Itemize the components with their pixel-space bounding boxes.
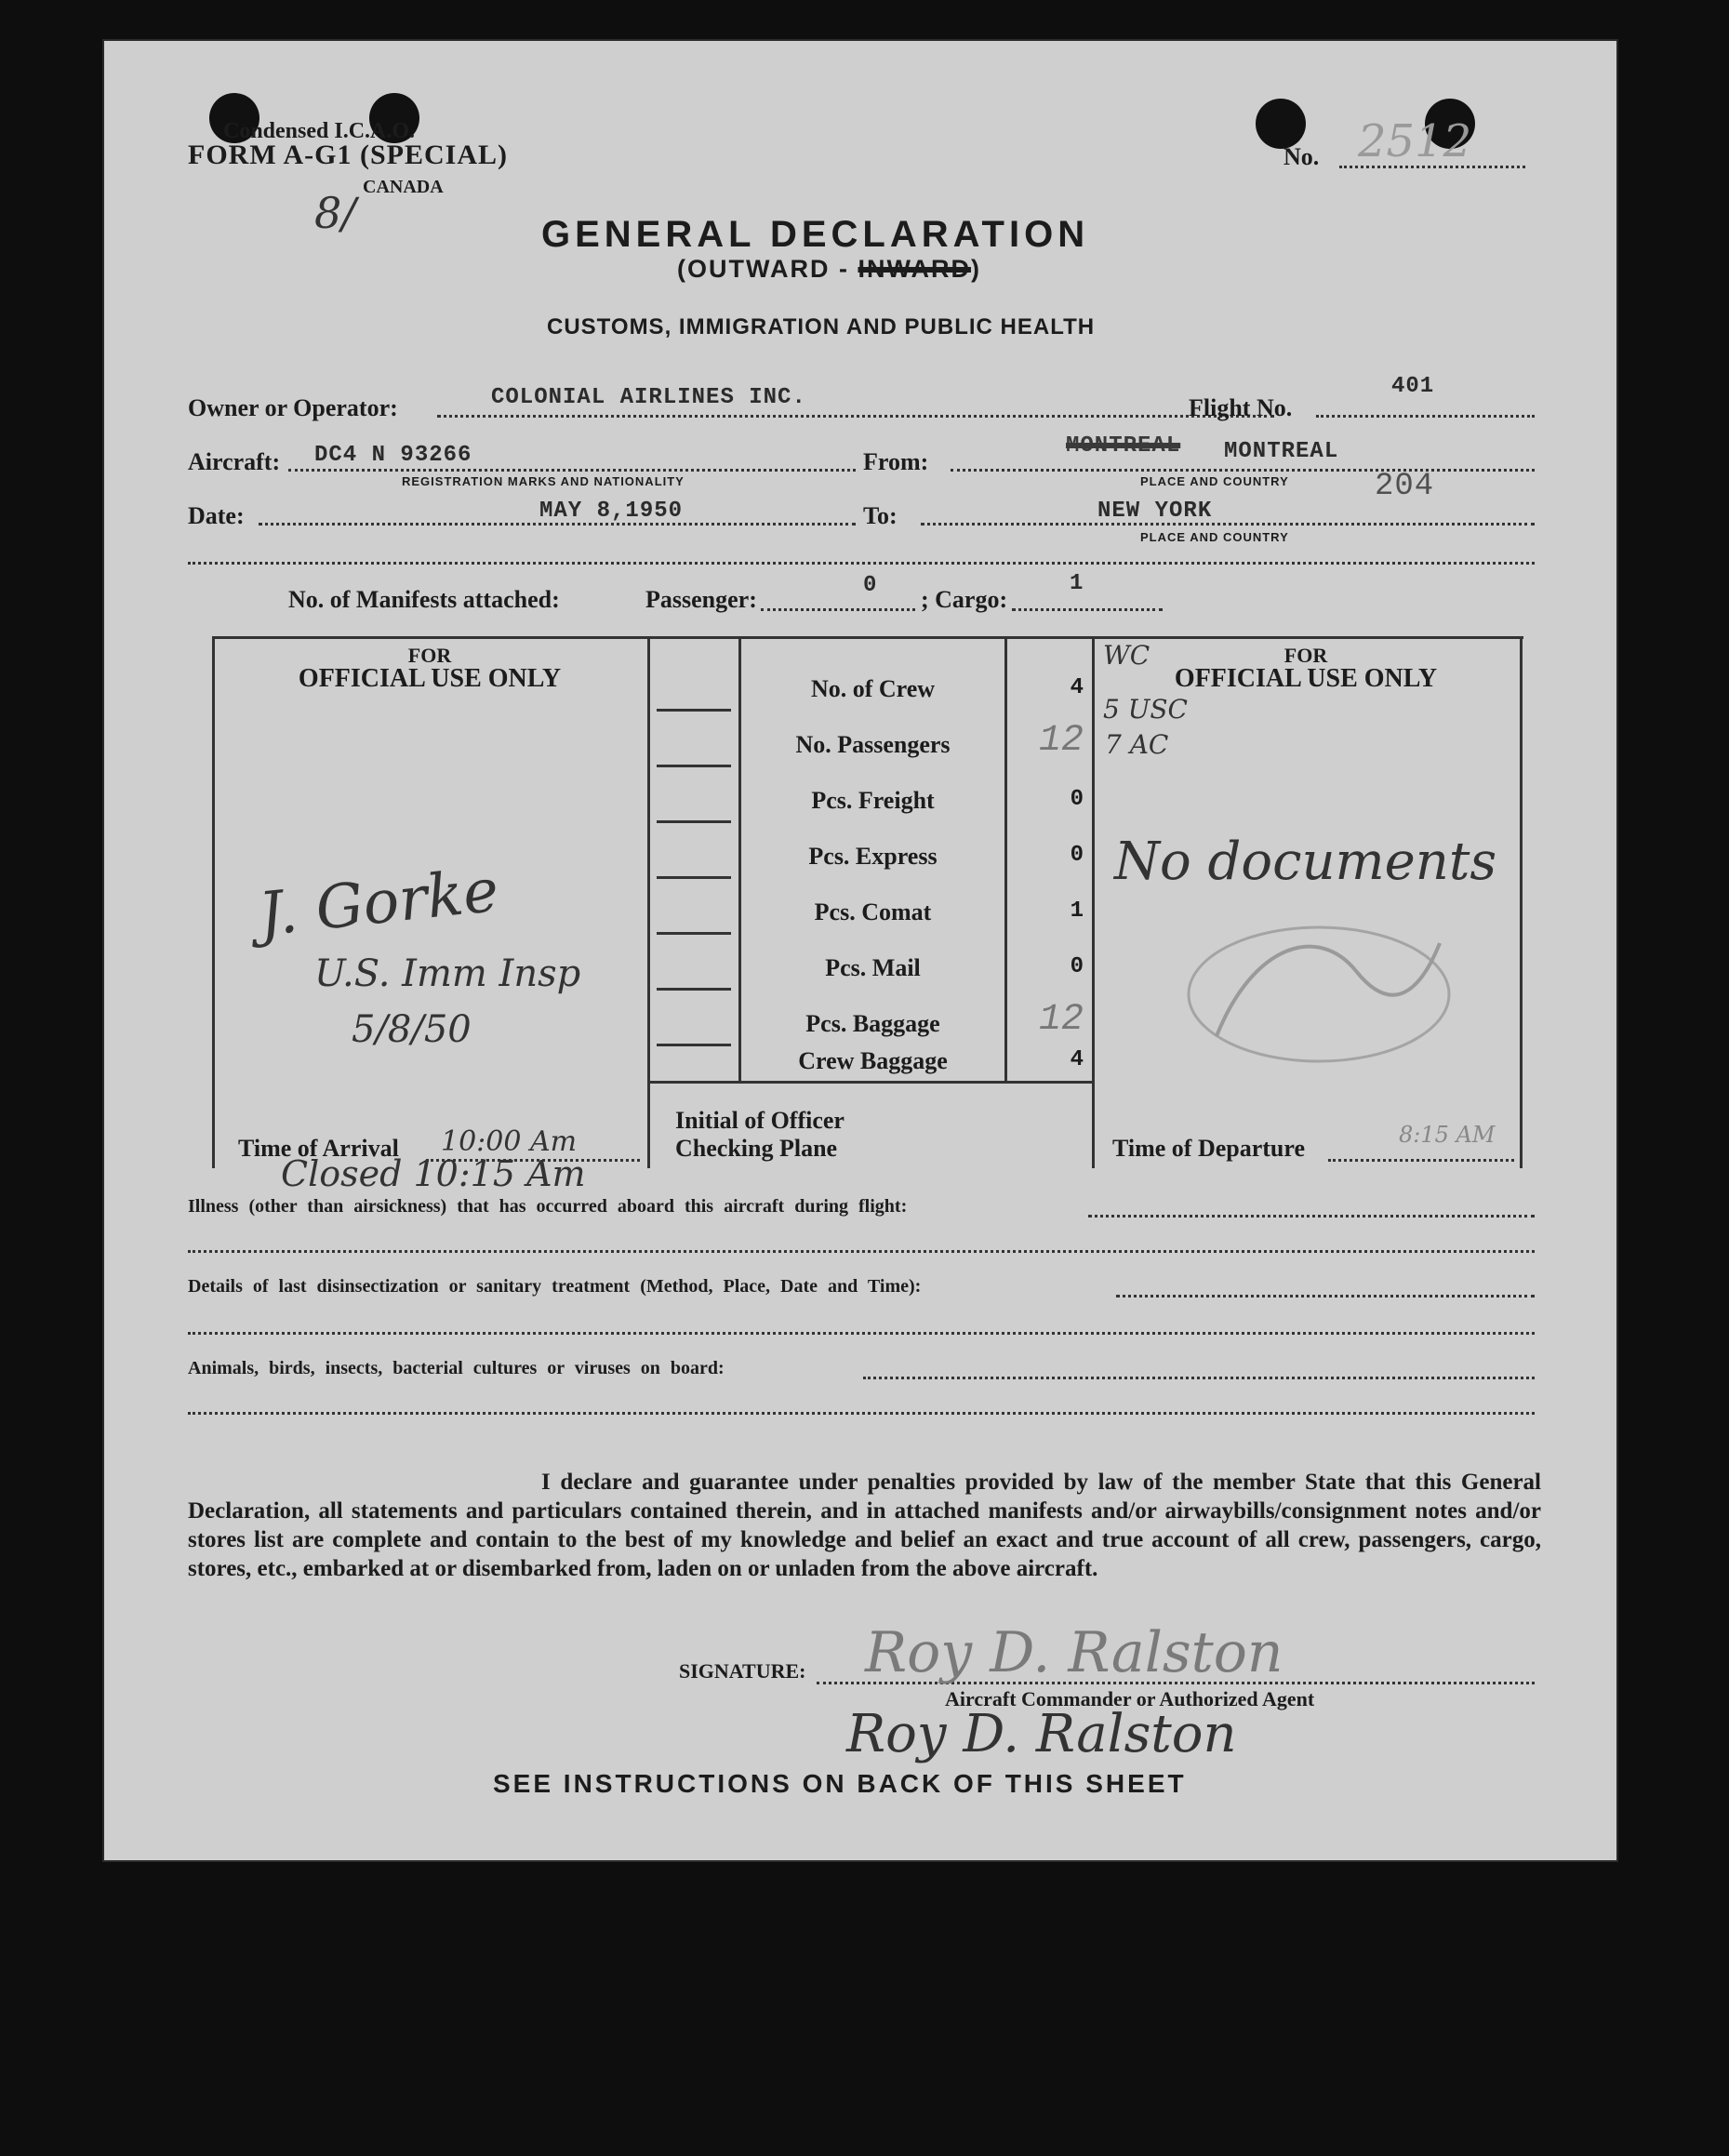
row-label: Crew Baggage (798, 1047, 948, 1074)
date-value: MAY 8,1950 (539, 499, 684, 524)
no-value: 2512 (1358, 115, 1472, 167)
condensed-label: Condensed I.C.A.O. (223, 119, 416, 143)
row-express (647, 828, 1092, 884)
row-value: 0 (1070, 954, 1084, 979)
table-divider-right (1092, 636, 1095, 1168)
owner-line (437, 415, 1274, 418)
flight-line (1316, 415, 1535, 418)
disinsect-line-1 (1116, 1295, 1535, 1298)
row-value: 12 (1038, 720, 1084, 762)
row-label: Pcs. Mail (825, 954, 921, 981)
row-label: Pcs. Express (808, 843, 938, 870)
from-label: From: (863, 448, 929, 475)
disinsect-line-2 (188, 1332, 1535, 1335)
row-mail (647, 939, 1092, 995)
right-note-usc: 5 USC (1103, 694, 1188, 725)
row-freight (647, 772, 1092, 828)
no-label: No. (1283, 143, 1320, 170)
row-label: No. of Crew (810, 675, 936, 702)
right-header-official: OFFICIAL USE ONLY (1174, 664, 1438, 693)
passenger-line (761, 608, 915, 611)
arrival-value: 10:00 Am (441, 1125, 578, 1158)
punch-hole (1256, 99, 1306, 149)
to-label: To: (863, 502, 898, 529)
row-baggage (647, 995, 1092, 1051)
cargo-value: 1 (1070, 571, 1084, 596)
row-value: 1 (1070, 898, 1084, 924)
flight-handwritten: 204 (1375, 469, 1435, 504)
row-line (657, 988, 731, 991)
disinsect-label: Details of last disinsectization or sanitary treatment (Method, Place, Date and Time): (188, 1276, 922, 1297)
row-line (657, 932, 731, 935)
left-header-official: OFFICIAL USE ONLY (298, 664, 562, 693)
from-line (951, 469, 1535, 472)
cargo-line (1012, 608, 1163, 611)
row-value: 4 (1070, 675, 1084, 700)
outward-inward (677, 255, 981, 284)
row-comat (647, 884, 1092, 939)
from-caption: PLACE AND COUNTRY (1140, 474, 1289, 488)
right-note-wc: WC (1103, 640, 1150, 671)
initial-label-1: Initial of Officer (675, 1107, 845, 1134)
owner-value: COLONIAL AIRLINES INC. (491, 385, 806, 410)
owner-label: Owner or Operator: (188, 394, 398, 421)
form-title: GENERAL DECLARATION (541, 214, 1090, 255)
row-passengers (647, 716, 1092, 772)
reg-caption: REGISTRATION MARKS AND NATIONALITY (402, 474, 685, 488)
animals-label: Animals, birds, insects, bacterial cultures or viruses on board: (188, 1358, 725, 1378)
right-header-for: FOR (1283, 644, 1328, 667)
signature-label: SIGNATURE: (679, 1659, 806, 1683)
form-number: FORM A-G1 (SPECIAL) (188, 140, 508, 170)
row-value: 0 (1070, 787, 1084, 812)
row-value: 4 (1070, 1047, 1084, 1072)
signature-printed: Roy D. Ralston (846, 1704, 1237, 1764)
cargo-label: ; Cargo: (921, 586, 1008, 613)
form-sheet (102, 39, 1618, 1862)
departure-value: 8:15 AM (1399, 1122, 1496, 1148)
departure-label: Time of Departure (1112, 1135, 1305, 1162)
country-label: CANADA (363, 177, 444, 197)
departure-line (1328, 1159, 1514, 1162)
no-documents-note: No documents (1114, 832, 1497, 892)
signature-caption: Aircraft Commander or Authorized Agent (945, 1687, 1315, 1710)
manifests-label: No. of Manifests attached: (288, 586, 560, 613)
aircraft-line (288, 469, 856, 472)
declaration-text: I declare and guarantee under penalties provided by law of the member State that this General Declaration, all statements and particulars contained therein, and in attached manifests and/or airwaybills/consignment notes and/or stores list are complete and contain to the best of my knowledge and belief an exact and true account of all crew, passengers, cargo, stores, etc., embarked at or disembarked from, laden on or unladen from the above aircraft. (188, 1470, 1541, 1581)
initial-label-2: Checking Plane (675, 1135, 838, 1162)
form-subtitle: CUSTOMS, IMMIGRATION AND PUBLIC HEALTH (547, 314, 1096, 339)
row-crew (647, 660, 1092, 716)
left-header-for: FOR (407, 644, 452, 667)
animals-line-1 (863, 1377, 1535, 1379)
animals-line-2 (188, 1412, 1535, 1415)
outward-label: (OUTWARD - (677, 255, 858, 283)
outward-close: ) (970, 255, 981, 283)
flight-value: 401 (1391, 374, 1435, 399)
closed-note: Closed 10:15 Am (281, 1153, 586, 1194)
footer-instructions: SEE INSTRUCTIONS ON BACK OF THIS SHEET (493, 1769, 1187, 1798)
row-line (657, 876, 731, 879)
row-line (657, 765, 731, 767)
passenger-label: Passenger: (645, 586, 757, 613)
inspector-signature: J. Gorke (255, 856, 502, 951)
table-top-border (212, 636, 1523, 639)
from-struck: MONTREAL (1066, 433, 1181, 459)
flight-label: Flight No. (1189, 394, 1293, 421)
to-value: NEW YORK (1097, 499, 1213, 524)
stamp-mark (1179, 906, 1458, 1083)
illness-label: Illness (other than airsickness) that has occurred aboard this aircraft during flight: (188, 1196, 908, 1217)
row-value: 12 (1038, 999, 1084, 1041)
separator-line (188, 562, 1535, 565)
inspector-date: 5/8/50 (352, 1008, 472, 1051)
inward-struck: INWARD (858, 255, 971, 283)
to-caption: PLACE AND COUNTRY (1140, 530, 1289, 544)
arrival-label: Time of Arrival (238, 1135, 399, 1162)
row-line (657, 709, 731, 712)
aircraft-label: Aircraft: (188, 448, 281, 475)
corner-mark: 8/ (314, 188, 356, 238)
passenger-value: 0 (863, 573, 878, 598)
aircraft-value: DC4 N 93266 (314, 443, 472, 468)
row-crew-baggage (647, 1047, 1092, 1083)
illness-line-1 (1088, 1215, 1535, 1218)
to-line (921, 523, 1535, 526)
row-label: Pcs. Comat (814, 898, 932, 925)
table-right-border (1520, 636, 1523, 1168)
row-label: No. Passengers (795, 731, 951, 758)
row-label: Pcs. Freight (811, 787, 935, 814)
stamp-scribble (1217, 943, 1440, 1036)
illness-line-2 (188, 1250, 1535, 1253)
row-label: Pcs. Baggage (805, 1010, 940, 1037)
inspector-title: U.S. Imm Insp (314, 952, 581, 995)
right-note-ac: 7 AC (1105, 729, 1169, 760)
official-table (212, 636, 1523, 1168)
signature-handwritten: Roy D. Ralston (865, 1620, 1283, 1685)
table-left-border (212, 636, 215, 1168)
row-line (657, 820, 731, 823)
date-label: Date: (188, 502, 245, 529)
from-value: MONTREAL (1224, 439, 1339, 464)
row-line (657, 1044, 731, 1046)
row-value: 0 (1070, 843, 1084, 868)
